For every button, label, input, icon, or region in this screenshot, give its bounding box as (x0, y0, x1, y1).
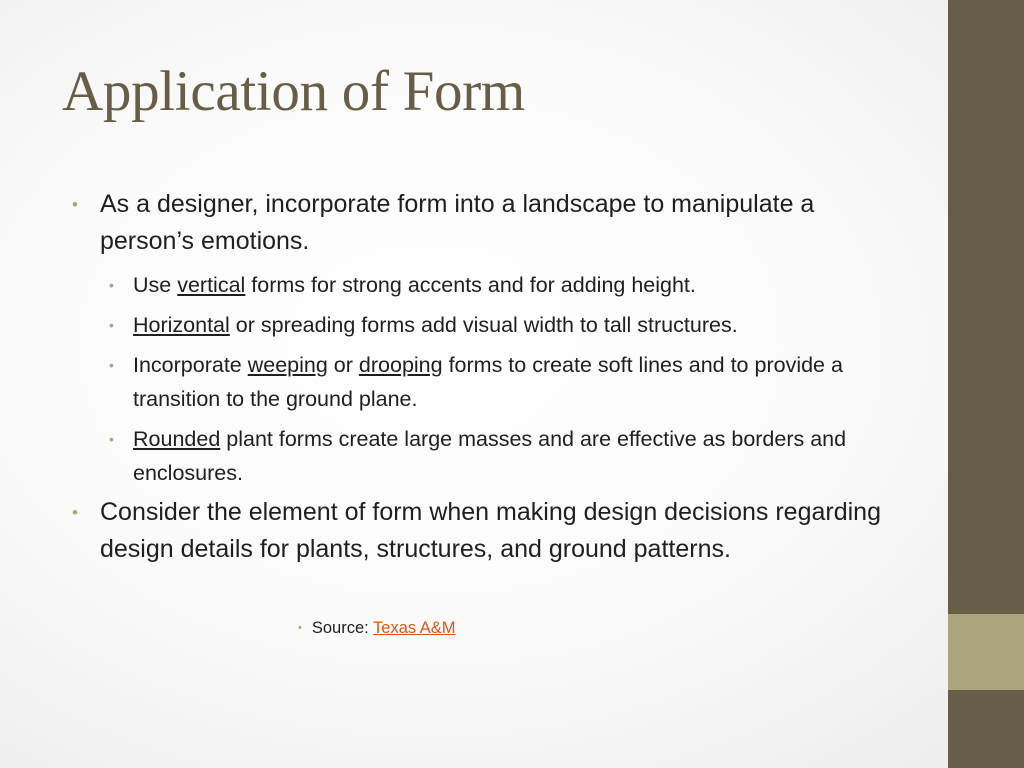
sub-bullet-horizontal (72, 308, 912, 342)
bullet-dot-icon: • (72, 195, 78, 214)
bullet-dot-icon: • (109, 277, 114, 293)
sub-bullet-vertical (72, 268, 912, 302)
keyword-vertical: vertical (177, 273, 246, 297)
source-label: Source: (311, 619, 374, 637)
sub-bullet-suffix: forms to create soft lines and to provide a transition to the ground plane. (133, 353, 843, 411)
keyword-weeping: weeping (247, 353, 328, 377)
bullet-text: As a designer, incorporate form into a landscape to manipulate a person’s emotions. (100, 190, 815, 255)
bullet-dot-icon: • (72, 503, 78, 522)
bullet-text: Consider the element of form when making design decisions regarding design details for plants, structures, and ground patterns. (100, 498, 881, 563)
keyword-drooping: drooping (358, 353, 443, 377)
bullet-dot-icon: • (109, 317, 114, 333)
sub-bullet-rounded (72, 422, 912, 490)
bullet-dot-icon: • (109, 357, 114, 373)
sub-bullet-weeping (72, 348, 912, 416)
sub-bullet-suffix: plant forms create large masses and are effective as borders and enclosures. (133, 427, 847, 485)
sub-bullet-suffix: or spreading forms add visual width to tall structures. (229, 313, 738, 337)
bullet-dot-icon: • (298, 622, 302, 634)
sub-bullet-prefix: Use (133, 273, 178, 297)
slide-content (72, 186, 912, 568)
sidebar-decoration (948, 0, 1024, 768)
slide-title: Application of Form (62, 60, 525, 123)
bullet-designer-form (72, 186, 912, 260)
bullet-dot-icon: • (109, 431, 114, 447)
sub-bullet-suffix: forms for strong accents and for adding height. (245, 273, 696, 297)
source-link[interactable]: Texas A&M (373, 619, 456, 637)
keyword-rounded: Rounded (133, 427, 221, 451)
source-citation (298, 616, 456, 640)
bullet-consider-form (72, 494, 912, 568)
keyword-horizontal: Horizontal (133, 313, 230, 337)
sub-bullet-middle: or (327, 353, 359, 377)
sub-bullet-prefix: Incorporate (133, 353, 248, 377)
sidebar-accent-block (948, 614, 1024, 690)
